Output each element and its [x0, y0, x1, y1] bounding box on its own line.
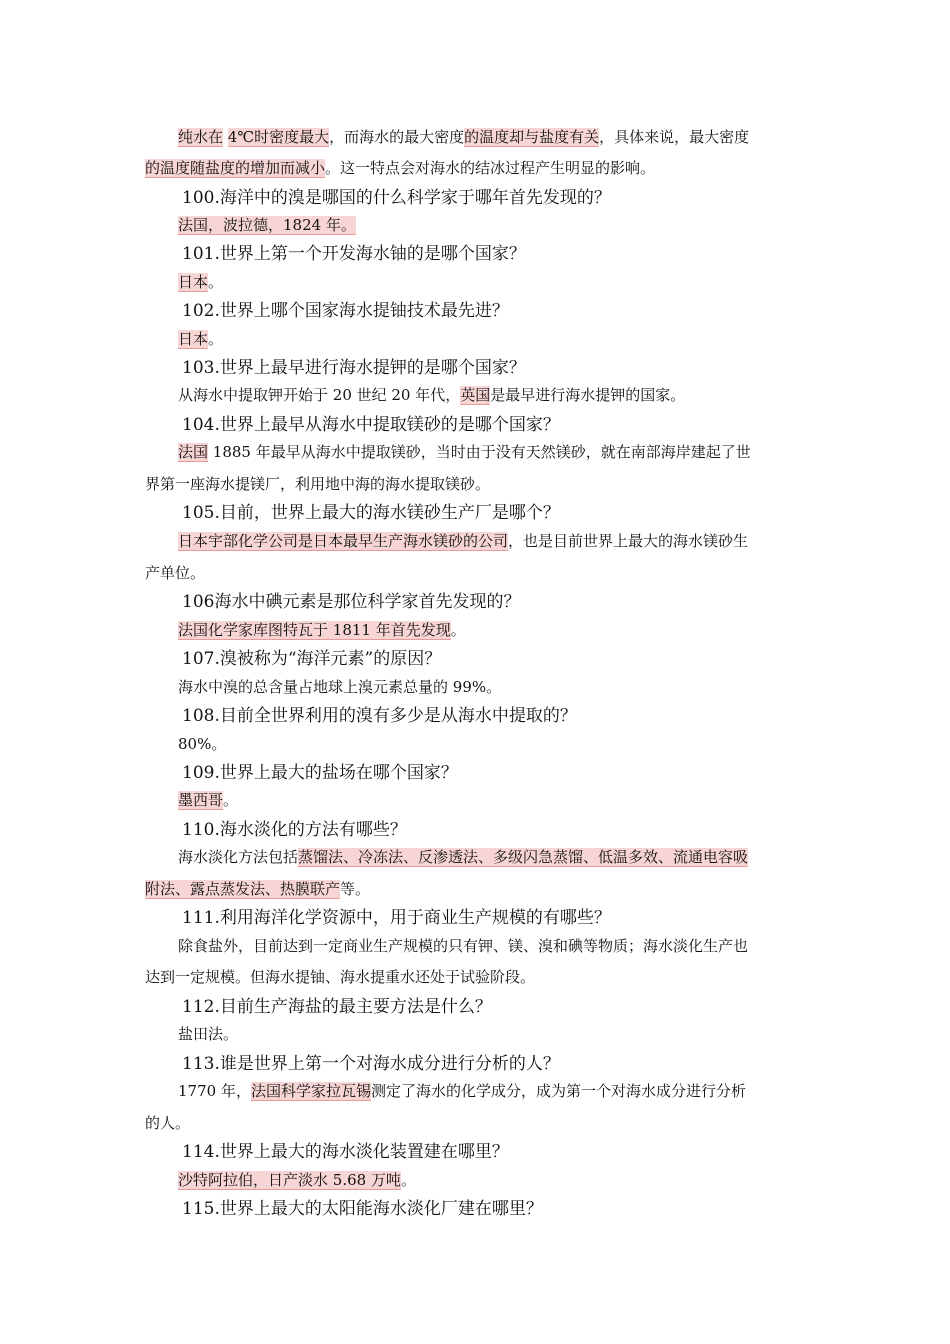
question-line	[182, 183, 611, 208]
text-span: 的人。	[145, 1114, 191, 1132]
answer-line	[178, 1023, 238, 1044]
question-line	[182, 353, 526, 378]
question-line	[182, 815, 407, 840]
answer-line	[145, 157, 655, 178]
text-span: 103.世界上最早进行海水提钾的是哪个国家？	[182, 358, 526, 378]
text-span: 界第一座海水提镁厂，利用地中海的海水提取镁砂。	[145, 475, 491, 493]
highlighted-text: 日本	[178, 330, 209, 348]
question-line	[182, 644, 441, 669]
answer-line	[178, 789, 238, 810]
answer-line	[178, 1080, 746, 1101]
text-span: 。这一特点会对海水的结冰过程产生明显的影响。	[325, 159, 656, 177]
highlighted-text: 日本	[178, 273, 209, 291]
text-span: 106海水中碘元素是那位科学家首先发现的？	[182, 592, 521, 612]
text-span: 盐田法。	[178, 1025, 239, 1043]
answer-line	[178, 846, 748, 867]
answer-line	[145, 966, 535, 987]
highlighted-text: 法国科学家拉瓦锡	[250, 1082, 371, 1100]
answer-line	[178, 126, 749, 147]
highlighted-text: 蒸馏法、冷冻法、反渗透法、多级闪急蒸馏、低温多效、流通电容吸	[298, 848, 749, 866]
text-span: 海水淡化方法包括	[178, 848, 299, 866]
text-span: 。	[223, 791, 239, 809]
text-span: 除食盐外，目前达到一定商业生产规模的只有钾、镁、溴和碘等物质；海水淡化生产也	[178, 937, 749, 955]
answer-line	[178, 271, 223, 292]
question-line	[182, 1137, 509, 1162]
question-line	[182, 1194, 543, 1219]
question-line	[182, 296, 509, 321]
text-span: 115.世界上最大的太阳能海水淡化厂建在哪里？	[182, 1199, 543, 1219]
text-span: 1770 年，	[178, 1082, 251, 1100]
question-line	[182, 498, 560, 523]
answer-line	[178, 733, 226, 754]
question-line	[182, 239, 526, 264]
text-span: ，而海水的最大密度	[329, 128, 465, 146]
text-span: 产单位。	[145, 564, 206, 582]
text-span: 114.世界上最大的海水淡化装置建在哪里？	[182, 1142, 509, 1162]
text-span: 是最早进行海水提钾的国家。	[490, 386, 686, 404]
text-span: 80%。	[178, 735, 227, 753]
text-span: 测定了海水的化学成分，成为第一个对海水成分进行分析	[370, 1082, 746, 1100]
highlighted-text: 的温度随盐度的增加而减小	[145, 159, 326, 177]
text-span: 。	[400, 1171, 416, 1189]
highlighted-text: 法国	[178, 443, 209, 461]
highlighted-text: 4℃时密度最大	[227, 128, 330, 146]
text-span: 。	[450, 621, 466, 639]
answer-line	[178, 328, 223, 349]
text-span: ，具体来说，最大密度	[599, 128, 750, 146]
text-span: 101.世界上第一个开发海水铀的是哪个国家？	[182, 244, 526, 264]
text-span: 100.海洋中的溴是哪国的什么科学家于哪年首先发现的？	[182, 188, 611, 208]
answer-line	[178, 530, 748, 551]
text-span: 110.海水淡化的方法有哪些？	[182, 820, 407, 840]
highlighted-text: 英国	[460, 386, 491, 404]
answer-line	[178, 935, 748, 956]
text-span: 113.谁是世界上第一个对海水成分进行分析的人？	[182, 1054, 560, 1074]
text-span: 112.目前生产海盐的最主要方法是什么？	[182, 997, 492, 1017]
highlighted-text: 日本宇部化学公司是日本最早生产海水镁砂的公司	[178, 532, 509, 550]
text-span: 105.目前，世界上最大的海水镁砂生产厂是哪个？	[182, 503, 560, 523]
question-line	[182, 701, 577, 726]
highlighted-text: 法国，波拉德，1824 年。	[178, 216, 356, 234]
text-span: 1885 年最早从海水中提取镁砂，当时由于没有天然镁砂，就在南部海岸建起了世	[208, 443, 751, 461]
question-line	[182, 992, 492, 1017]
text-span: 从海水中提取钾开始于 20 世纪 20 年代，	[178, 386, 461, 404]
highlighted-text: 附法、露点蒸发法、热膜联产	[145, 880, 341, 898]
highlighted-text: 纯水在	[178, 128, 224, 146]
text-span: 107.溴被称为“海洋元素”的原因？	[182, 649, 442, 669]
answer-line	[178, 1169, 416, 1190]
text-span: 104.世界上最早从海水中提取镁砂的是哪个国家？	[182, 415, 560, 435]
question-line	[182, 587, 520, 612]
highlighted-text: 墨西哥	[178, 791, 224, 809]
question-line	[182, 758, 458, 783]
answer-line	[178, 619, 466, 640]
answer-line	[178, 676, 501, 697]
question-line	[182, 410, 560, 435]
text-span: ，也是目前世界上最大的海水镁砂生	[508, 532, 749, 550]
highlighted-text: 法国化学家库图特瓦于 1811 年首先发现	[178, 621, 451, 639]
highlighted-text: 沙特阿拉伯，日产淡水 5.68 万吨	[178, 1171, 401, 1189]
answer-line	[145, 473, 490, 494]
text-span: 。	[208, 273, 224, 291]
text-span: 108.目前全世界利用的溴有多少是从海水中提取的？	[182, 706, 577, 726]
text-span: 102.世界上哪个国家海水提铀技术最先进？	[182, 301, 509, 321]
answer-line	[145, 1112, 190, 1133]
highlighted-text: 的温度却与盐度有关	[464, 128, 600, 146]
answer-line	[178, 384, 685, 405]
text-span: 109.世界上最大的盐场在哪个国家？	[182, 763, 458, 783]
text-span: 111.利用海洋化学资源中，用于商业生产规模的有哪些？	[182, 908, 611, 928]
answer-line	[145, 562, 205, 583]
question-line	[182, 1049, 560, 1074]
text-span: 海水中溴的总含量占地球上溴元素总量的 99%。	[178, 678, 502, 696]
text-span: 。	[208, 330, 224, 348]
answer-line	[178, 441, 751, 462]
answer-line	[145, 878, 370, 899]
question-line	[182, 903, 611, 928]
text-span: 达到一定规模。但海水提铀、海水提重水还处于试验阶段。	[145, 968, 536, 986]
text-span: 等。	[340, 880, 371, 898]
answer-line	[178, 214, 356, 235]
